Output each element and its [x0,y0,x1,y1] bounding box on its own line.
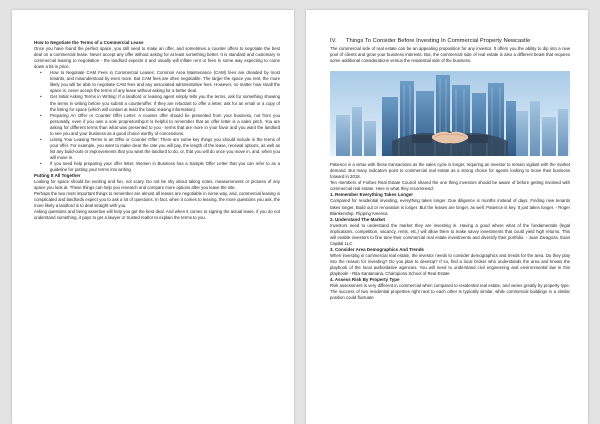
bullet-icon: • [40,136,42,142]
list-item [34,137,280,161]
handshake-city-image [330,71,570,156]
list-item [34,161,280,173]
tip-3-body: When investing in commercial real estate, the investor needs to consider demographics and trends for the area. Do they play into the reason for investing? Do you plan to develop? If so, find a local broker who understands the area and knows the playbook of the local authoritative agencies. You will need to understand civil engineering and environmental law in this playbook! - Rita Santamaria, Champions School of Real Estate [330,252,570,277]
tip-4-title: 4. Assess Risk By Property Type [330,277,400,283]
list-item [34,70,280,94]
forbes-paragraph: Ten members of Forbes Real Estate Council shared the one thing investors should be aware of before getting involved with commercial real estate. Here is what they recommend: [330,180,570,192]
tip-3-title: 3. Consider Area Demographics And Trends [330,246,424,252]
right-page [306,10,588,424]
tip-1-body: Compared for residential investing, everything takes longer. Due diligence is months instead of days. Finding new tenants takes longer. Build out or renovation is longer. But the leases are longer, as well. Patience is key. It just takes longer. - Roger Blankenship, Flipping America [330,198,570,216]
bullet-icon: • [40,70,42,76]
list-item [34,94,280,112]
lease-negotiation-heading: How to Negotiate the Terms of a Commercial Lease [34,40,144,45]
list-item-text: Preparing An Offer or Counter Offer Letter: A counter offer should be presented from your business, not from you personally, even if you own a sole proprietorship.It is helpful to remember that an offer letter is a sales pitch. You are asking for different terms than what was presented to you - terms that are more in your favor and you want the landlord to see you and your business as a good choice worthy of concessions. [50,112,280,136]
patience-paragraph: Patience is a virtue with these transactions as the sales cycle is longer, requiring an investor to remain vigilant with the market demand. But many indicators point to commercial real estate as a strong choice for agents looking to move their business forward in 2018. [330,162,570,180]
left-page [12,10,294,424]
list-item-text: Get Initial Asking Terms in Writing: If a landlord or leasing agent simply tells you the terms, ask for something showing the terms in writing before you submit a counteroffer. If they are reluctant to offer a letter, ask for an email or a copy of the listing for space (which will contain at least the basic leasing information). [50,94,280,112]
section-title: Things To Consider Before Investing In Commercial Property Newcastle [346,38,531,44]
section-intro-paragraph: The commercial side of real estate can be an appealing proposition for any investor. It offers you the ability to dip into a new pool of clients and grow your business interests. But, the commercial side of real estate is also a different beast that requires some additional considerations versus the residential side of the business. [330,46,570,64]
list-item-text: How to Negotiate CAM Fees in Commercial Leases: Common Area Maintenance (CAM) fees are dreaded by most tenants, and misunderstood by even more. But CAM fees are often negotiable. The larger the space you rent, the more likely you will be able to negotiate CAM fees and any associated administrative fees. However, no matter how small the space is, never accept the terms of any lease without asking for a better deal. [50,70,280,94]
tip-2-title: 2. Understand The Market [330,216,386,222]
lease-intro-paragraph: Once you have found the perfect space, you still need to make an offer, and sometimes a counter offers to negotiate the best deal on a commercial lease. Never accept any offer without asking for at least something better. It is standard and customary in commercial leasing to negotiation - the landlord expects it and usually will inflate rent or fees in some way expecting to come down a bit in price. [34,46,280,70]
bullet-icon: • [40,94,42,100]
bullet-icon: • [40,160,42,166]
tip-4-body: Risk assessment is very different in commercial when compared to residential real estate, and varies greatly by property type. The success of two residential properties right next to each other is typically similar, while commercial buildings in a similar position could fluctuate [330,283,570,301]
closing-paragraph: Looking for space should be exciting and fun, not scary. Do not be shy about taking notes, measurements or pictures of any space you look at. These things can help you research and compare more options after you leave the site. [34,179,280,191]
putting-together-subheading: Putting It All Together [34,173,81,179]
section-number: IV. [330,38,337,44]
tip-1-title: 1. Remember Everything Takes Longer [330,192,413,198]
list-item [34,113,280,137]
list-item-text: Listing Your Leasing Terms in an Offer or Counter Offer: There are some key things you should include in the terms of your offer. For example, you want to make clear the rate you will pay, the length of the lease, renewal options, as well as list any build-outs or improvements that you want the landlord to do, or, that you will do once you move in, and, when you will move in. [50,136,280,160]
closing-paragraph: Asking questions and being assertive will help you get the best deal. And when it comes to signing the actual lease, if you do not understand something, it pays to get a lawyer or trusted realtor to explain the terms to you. [34,209,280,221]
negotiation-tips-list [34,70,280,173]
list-item-text: If you need help preparing your offer letter, Women in Business has a Sample Offer Letter that you can refer to as a guideline for putting your terms into writing. [50,160,280,173]
closing-paragraph: Perhaps the two most important things to remember are almost all leases are negotiable in some way, and, commercial leasing is complicated and landlords expect you to ask a lot of questions. In fact, when it comes to leasing, the more questions you ask, the more likely a landlord is to deal straight with you. [34,191,280,209]
section-heading [330,38,570,45]
tip-2-body: Investors need to understand the market they are investing in. Having a good where what of the fundamentals (legal implications, competition, vacancy, rents, etc.) will allow them to make savvy investments that could yield high returns. This will enable investors to fine tune their commercial real estate investments and diversify their portfolio. - Juan Zaragoza, Exan Capital LLC [330,222,570,246]
bullet-icon: • [40,112,42,118]
